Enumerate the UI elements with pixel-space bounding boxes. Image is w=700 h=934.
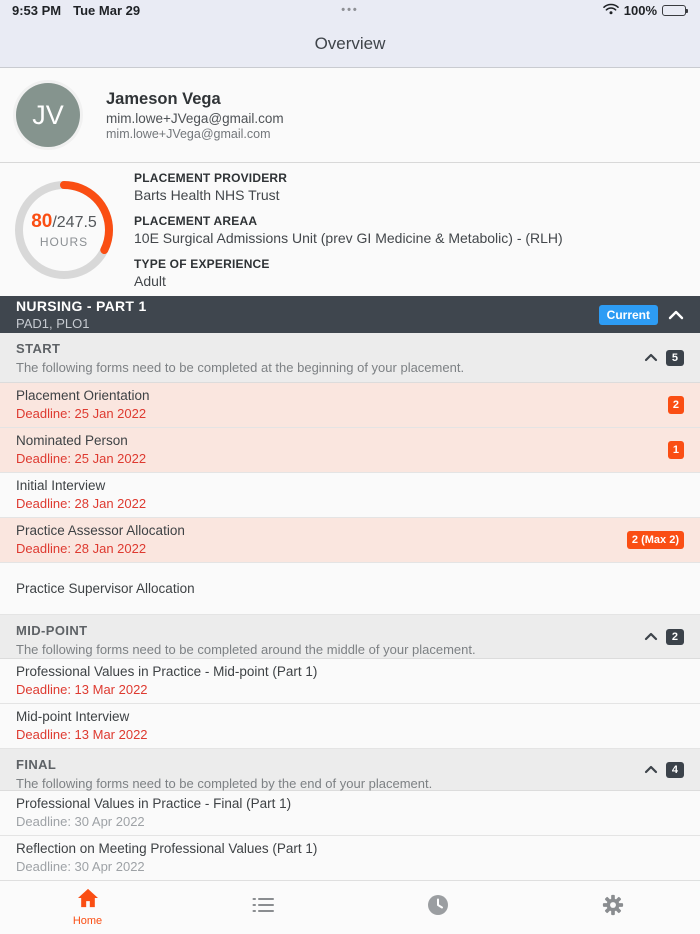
part-header-bar[interactable] [0, 296, 700, 333]
hours-total: /247.5 [52, 213, 97, 231]
row-title: Initial Interview [16, 478, 106, 493]
chevron-up-icon[interactable] [644, 632, 658, 641]
avatar-initials: JV [32, 99, 64, 130]
section-header-mid-point[interactable] [0, 615, 700, 659]
section-header-final[interactable] [0, 749, 700, 791]
placement-provider-label: PLACEMENT PROVIDERR [134, 170, 288, 185]
experience-type-label: TYPE OF EXPERIENCE [134, 256, 270, 271]
tab-bar [0, 880, 700, 934]
list-icon [251, 895, 275, 920]
status-bar [0, 0, 700, 20]
row-title: Mid-point Interview [16, 709, 130, 724]
gear-icon [602, 894, 624, 921]
section-subtitle: The following forms need to be completed around the middle of your placement. [16, 642, 476, 657]
chevron-up-icon[interactable] [668, 310, 684, 320]
row-deadline: Deadline: 28 Jan 2022 [16, 541, 147, 556]
row-deadline: Deadline: 25 Jan 2022 [16, 406, 147, 421]
form-row-reflection-professional-values[interactable] [0, 836, 700, 881]
form-row-pvip-final[interactable] [0, 791, 700, 836]
form-row-placement-orientation[interactable] [0, 383, 700, 428]
tab-timesheets[interactable] [350, 881, 525, 934]
tab-home-label: Home [72, 915, 103, 927]
row-title: Professional Values in Practice - Final (Part 1) [16, 796, 292, 811]
row-count-badge: 2 [668, 396, 684, 414]
hours-label: HOURS [39, 234, 89, 249]
placement-area-label: PLACEMENT AREAA [134, 213, 258, 228]
nav-header [0, 20, 700, 68]
section-title: FINAL [16, 757, 57, 772]
row-title: Practice Supervisor Allocation [16, 580, 195, 596]
form-row-practice-supervisor-allocation[interactable] [0, 563, 700, 615]
tab-forms-list[interactable] [175, 881, 350, 934]
home-icon [77, 888, 99, 913]
wifi-icon [603, 3, 619, 18]
section-count-badge: 4 [666, 762, 684, 778]
hours-current: 80 [31, 210, 53, 232]
row-deadline: Deadline: 13 Mar 2022 [16, 727, 148, 742]
row-deadline: Deadline: 30 Apr 2022 [16, 814, 145, 829]
form-row-practice-assessor-allocation[interactable] [0, 518, 700, 563]
form-row-nominated-person[interactable] [0, 428, 700, 473]
page-title: Overview [314, 33, 386, 53]
tab-home[interactable] [0, 881, 175, 934]
profile-name: Jameson Vega [106, 89, 221, 108]
form-row-initial-interview[interactable] [0, 473, 700, 518]
hours-progress-ring [12, 178, 116, 282]
row-deadline: Deadline: 28 Jan 2022 [16, 496, 147, 511]
current-badge: Current [599, 305, 658, 325]
row-count-badge: 2 (Max 2) [627, 531, 684, 549]
profile-email-secondary: mim.lowe+JVega@gmail.com [106, 126, 271, 141]
row-title: Nominated Person [16, 433, 128, 448]
form-row-pvip-mid-point[interactable] [0, 659, 700, 704]
multitask-dots-icon[interactable]: ••• [341, 4, 359, 16]
clock-icon [427, 894, 449, 921]
experience-type-value: Adult [134, 272, 166, 289]
status-time: 9:53 PM [12, 2, 62, 18]
placement-card [0, 163, 700, 296]
section-subtitle: The following forms need to be completed by the end of your placement. [16, 776, 433, 791]
section-title: MID-POINT [16, 623, 88, 638]
battery-percent: 100% [623, 2, 657, 18]
row-deadline: Deadline: 25 Jan 2022 [16, 451, 147, 466]
row-deadline: Deadline: 13 Mar 2022 [16, 682, 148, 697]
row-title: Placement Orientation [16, 388, 150, 403]
row-title: Professional Values in Practice - Mid-point (Part 1) [16, 664, 318, 679]
row-deadline: Deadline: 30 Apr 2022 [16, 859, 145, 874]
part-title: NURSING - PART 1 [16, 298, 147, 314]
section-subtitle: The following forms need to be completed at the beginning of your placement. [16, 360, 465, 375]
tab-settings[interactable] [525, 881, 700, 934]
avatar [16, 83, 80, 147]
status-date: Tue Mar 29 [73, 2, 141, 18]
battery-icon [662, 5, 686, 16]
section-title: START [16, 341, 61, 356]
chevron-up-icon[interactable] [644, 353, 658, 362]
section-header-start[interactable] [0, 333, 700, 383]
placement-provider-value: Barts Health NHS Trust [134, 186, 280, 203]
section-count-badge: 5 [666, 350, 684, 366]
chevron-up-icon[interactable] [644, 765, 658, 774]
profile-email: mim.lowe+JVega@gmail.com [106, 110, 284, 126]
form-row-mid-point-interview[interactable] [0, 704, 700, 749]
row-title: Practice Assessor Allocation [16, 523, 185, 538]
placement-area-value: 10E Surgical Admissions Unit (prev GI Medicine & Metabolic) - (RLH) [134, 229, 563, 246]
section-count-badge: 2 [666, 629, 684, 645]
profile-section [0, 68, 700, 163]
row-count-badge: 1 [668, 441, 684, 459]
part-subtitle: PAD1, PLO1 [16, 316, 90, 331]
row-title: Reflection on Meeting Professional Values (Part 1) [16, 841, 318, 856]
